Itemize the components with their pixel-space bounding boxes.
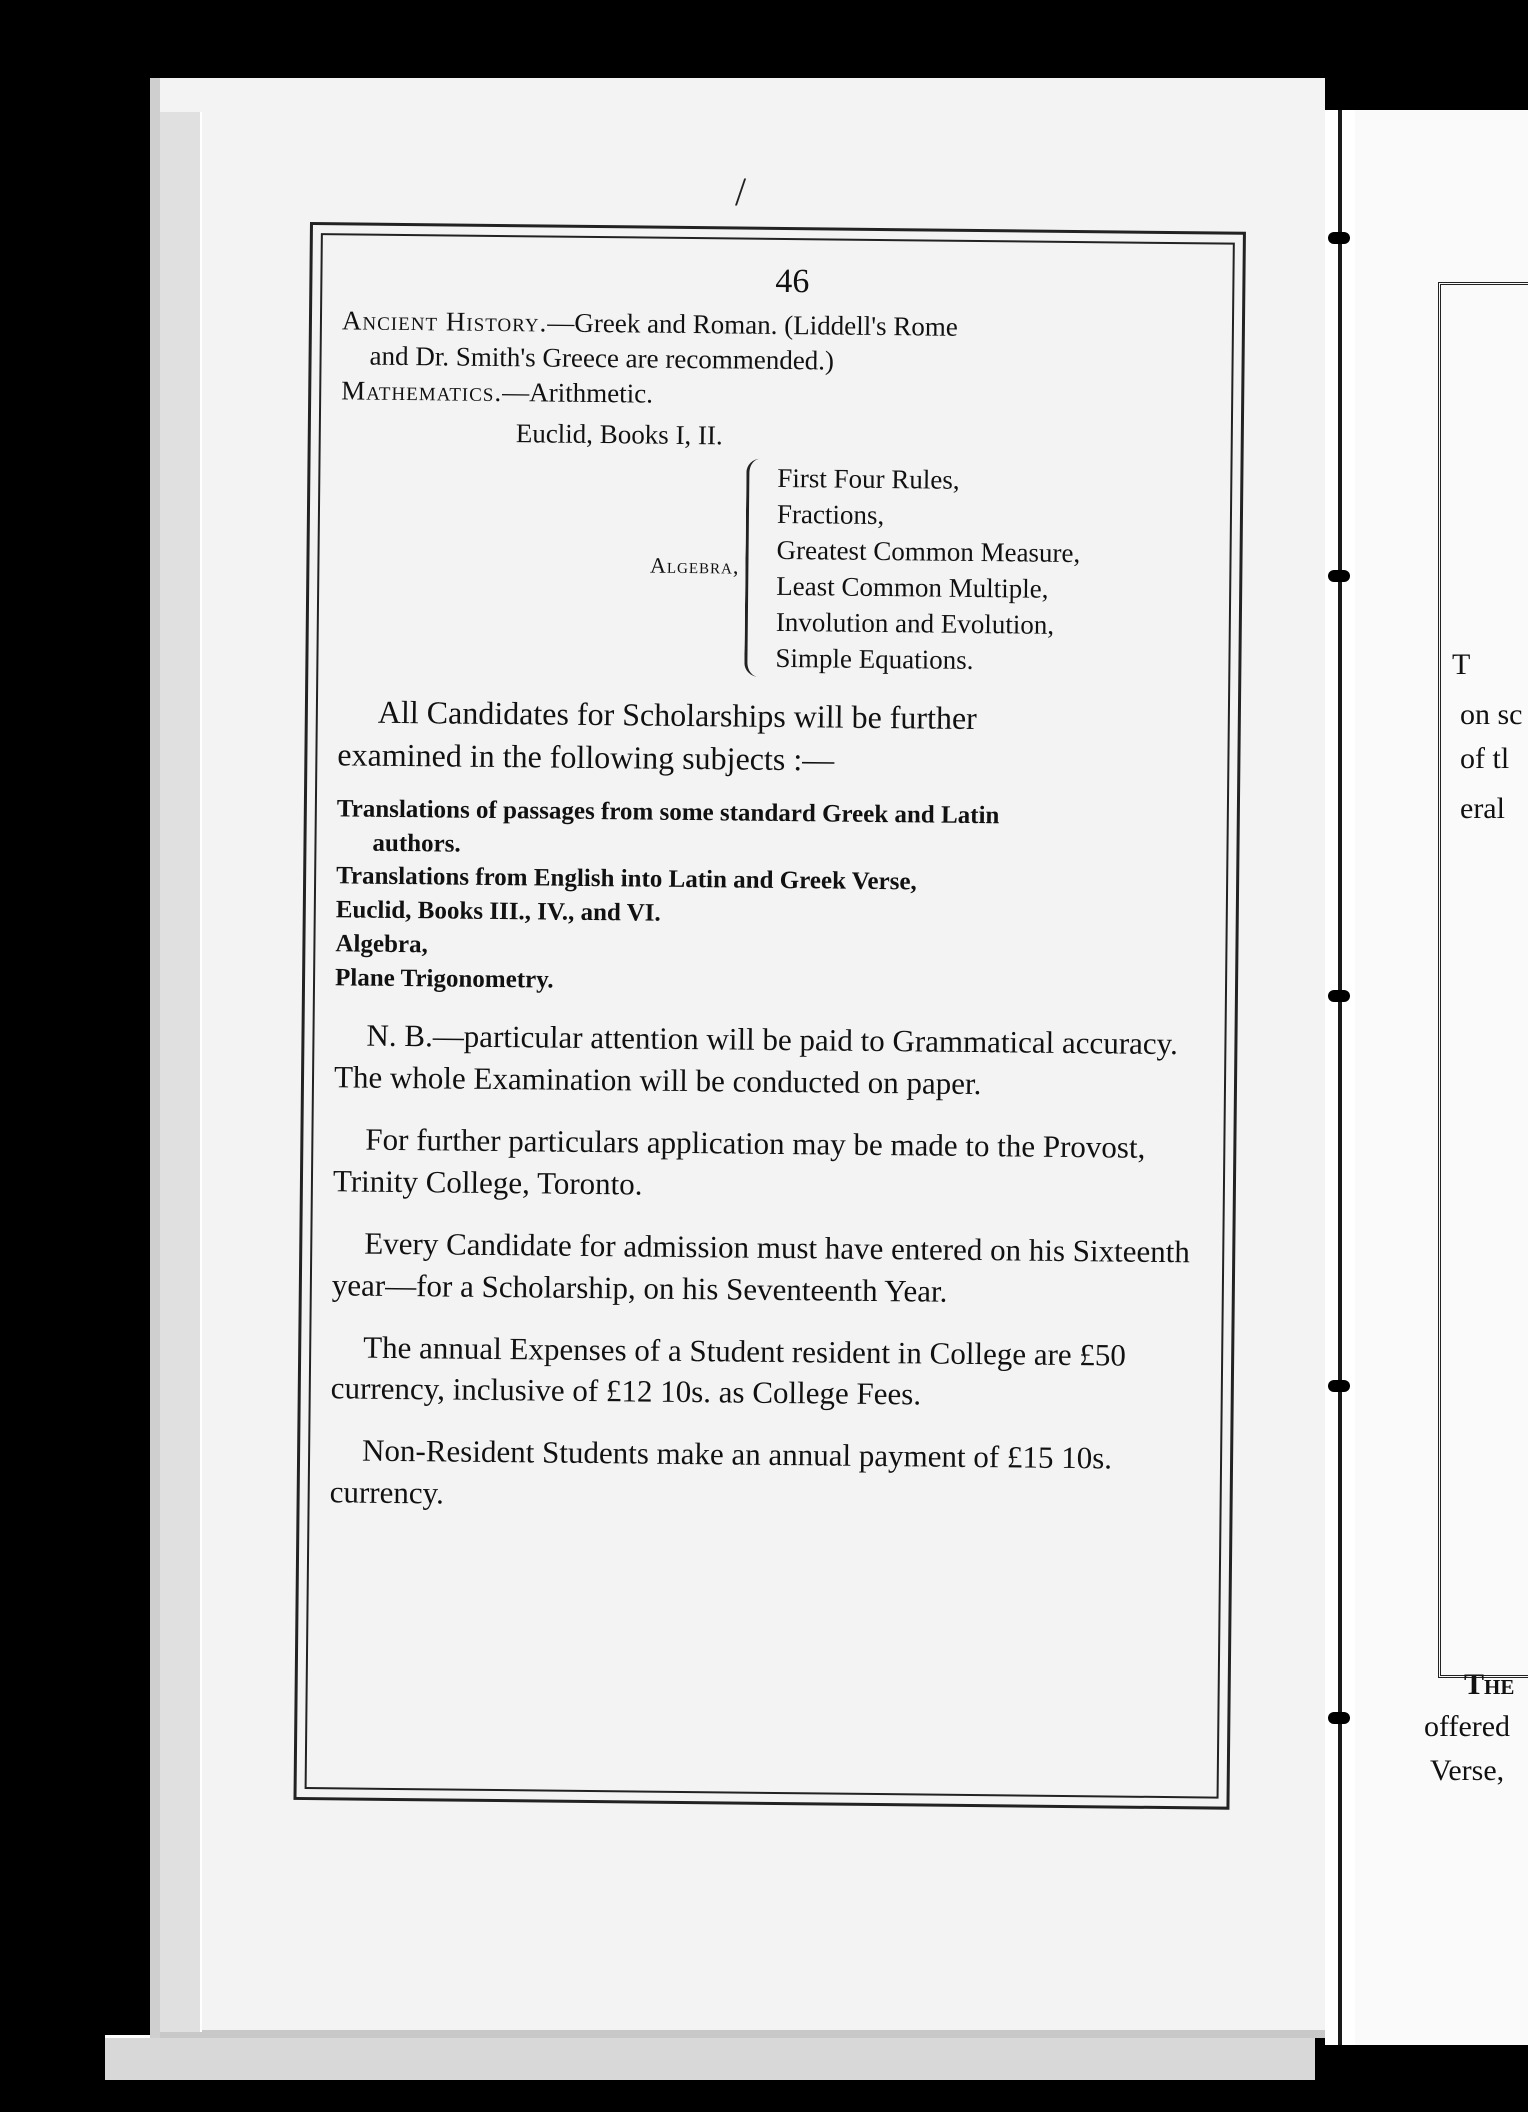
- scholarship-intro-line: All Candidates for Scholarships will be further: [377, 693, 978, 736]
- subject-item: Euclid, Books III., IV., and VI.: [335, 896, 661, 927]
- curly-brace: [744, 458, 765, 676]
- further-particulars-paragraph: For further particulars application may be made to the Provost, Trinity College, Toronto.: [332, 1121, 1146, 1202]
- subject-item: Translations of passages from some standard Greek and Latin: [336, 795, 1000, 830]
- right-page-fragment: offered: [1424, 1710, 1511, 1743]
- right-page-frame: [1438, 282, 1528, 1678]
- scholarship-intro: [337, 690, 1208, 785]
- admission-age-paragraph: Every Candidate for admission must have entered on his Sixteenth year—for a Scholarship, on his Seventeenth Year.: [331, 1225, 1191, 1309]
- stitch-mark: [1328, 232, 1350, 244]
- ancient-history-text: —Greek and Roman. (Liddell's Rome: [547, 307, 958, 342]
- page-number: 46: [775, 262, 810, 301]
- algebra-list: [775, 459, 1081, 678]
- stitch-mark: [1328, 1380, 1350, 1392]
- algebra-item: First Four Rules,: [777, 462, 960, 495]
- printed-frame: [293, 222, 1245, 1810]
- spine-line: [1338, 110, 1342, 2045]
- algebra-item: Greatest Common Measure,: [776, 534, 1081, 568]
- scholarship-intro-line: examined in the following subjects :—: [337, 736, 835, 778]
- stitch-mark: [1328, 1712, 1350, 1724]
- mathematics-label: Mathematics.: [341, 375, 503, 408]
- subject-item-cont: authors.: [372, 829, 461, 858]
- expenses-paragraph: The annual Expenses of a Student resident in College are £50 currency, inclusive of £12 10s. as College Fees.: [330, 1329, 1127, 1412]
- algebra-block: [338, 454, 1210, 681]
- subject-item: Translations from English into Latin and Greek Verse,: [336, 862, 917, 896]
- euclid-books: Euclid, Books I, II.: [515, 418, 723, 451]
- algebra-item: Involution and Evolution,: [775, 606, 1055, 640]
- right-page-fragment: T: [1452, 648, 1471, 681]
- mathematics-text: —Arithmetic.: [502, 377, 654, 409]
- right-page-fragment: The: [1464, 1668, 1515, 1701]
- algebra-item: Least Common Multiple,: [776, 570, 1049, 604]
- pencil-mark: /: [735, 169, 747, 214]
- algebra-label: Algebra,: [649, 552, 740, 579]
- stitch-mark: [1328, 570, 1350, 582]
- non-resident-paragraph: Non-Resident Students make an annual payment of £15 10s. currency.: [329, 1432, 1113, 1511]
- stitch-mark: [1328, 990, 1350, 1002]
- subject-item: Algebra,: [335, 930, 428, 959]
- ancient-history-label: Ancient History.: [341, 305, 548, 338]
- right-page-fragment: eral: [1460, 792, 1505, 825]
- nb-paragraph: N. B.—particular attention will be paid to Grammatical accuracy. The whole Examination will be conducted on paper.: [333, 1018, 1179, 1102]
- page-content: [329, 255, 1212, 1522]
- ancient-history-cont: and Dr. Smith's Greece are recommended.): [369, 340, 835, 376]
- algebra-item: Fractions,: [776, 498, 885, 530]
- subject-item: Plane Trigonometry.: [334, 963, 554, 994]
- algebra-item: Simple Equations.: [775, 642, 974, 675]
- right-page-fragment: of tl: [1460, 742, 1510, 775]
- book-edge-bottom: [105, 2035, 1315, 2080]
- left-page-edge: [160, 112, 202, 2032]
- right-page-fragment: on sc: [1460, 698, 1523, 731]
- scholarship-subjects: [335, 792, 1207, 1004]
- right-page-fragment: Verse,: [1430, 1754, 1505, 1787]
